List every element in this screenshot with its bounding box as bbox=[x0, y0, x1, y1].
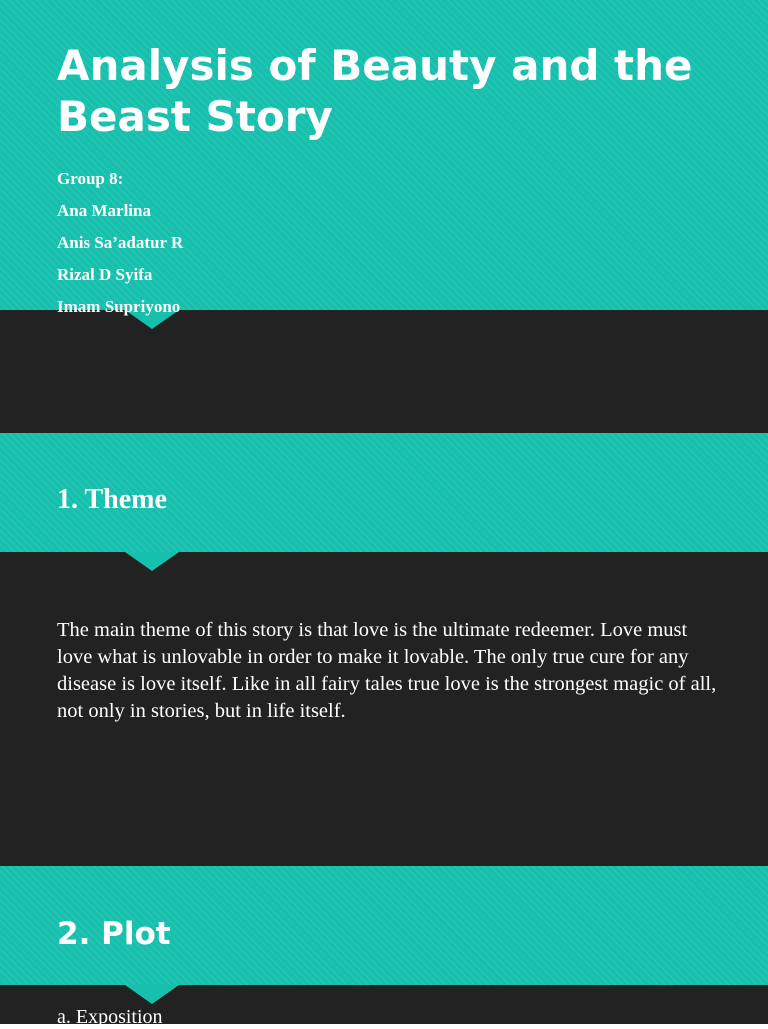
title-slide-body bbox=[0, 310, 768, 433]
member-name: Imam Supriyono bbox=[57, 297, 181, 316]
plot-heading: 2. Plot bbox=[57, 916, 171, 952]
slide-notch-decoration bbox=[125, 985, 179, 1004]
exposition-subheading: a. Exposition bbox=[57, 1006, 163, 1028]
theme-heading: 1. Theme bbox=[57, 484, 167, 515]
member-name: Anis Sa’adatur R bbox=[57, 233, 184, 252]
slide-notch-decoration bbox=[125, 552, 179, 571]
member-name: Rizal D Syifa bbox=[57, 265, 153, 284]
group-label: Group 8: bbox=[57, 169, 124, 188]
member-name: Ana Marlina bbox=[57, 201, 151, 220]
group-members-list bbox=[57, 166, 183, 326]
slide-title: Analysis of Beauty and the Beast Story bbox=[57, 41, 693, 141]
theme-paragraph: The main theme of this story is that love is the ultimate redeemer. Love must love what is unlovable in order to make it lovable. The only true cure for any disease is love itself. Like in all fairy tales true love is the strongest magic of all, not only in stories, but in life itself. bbox=[57, 619, 717, 722]
